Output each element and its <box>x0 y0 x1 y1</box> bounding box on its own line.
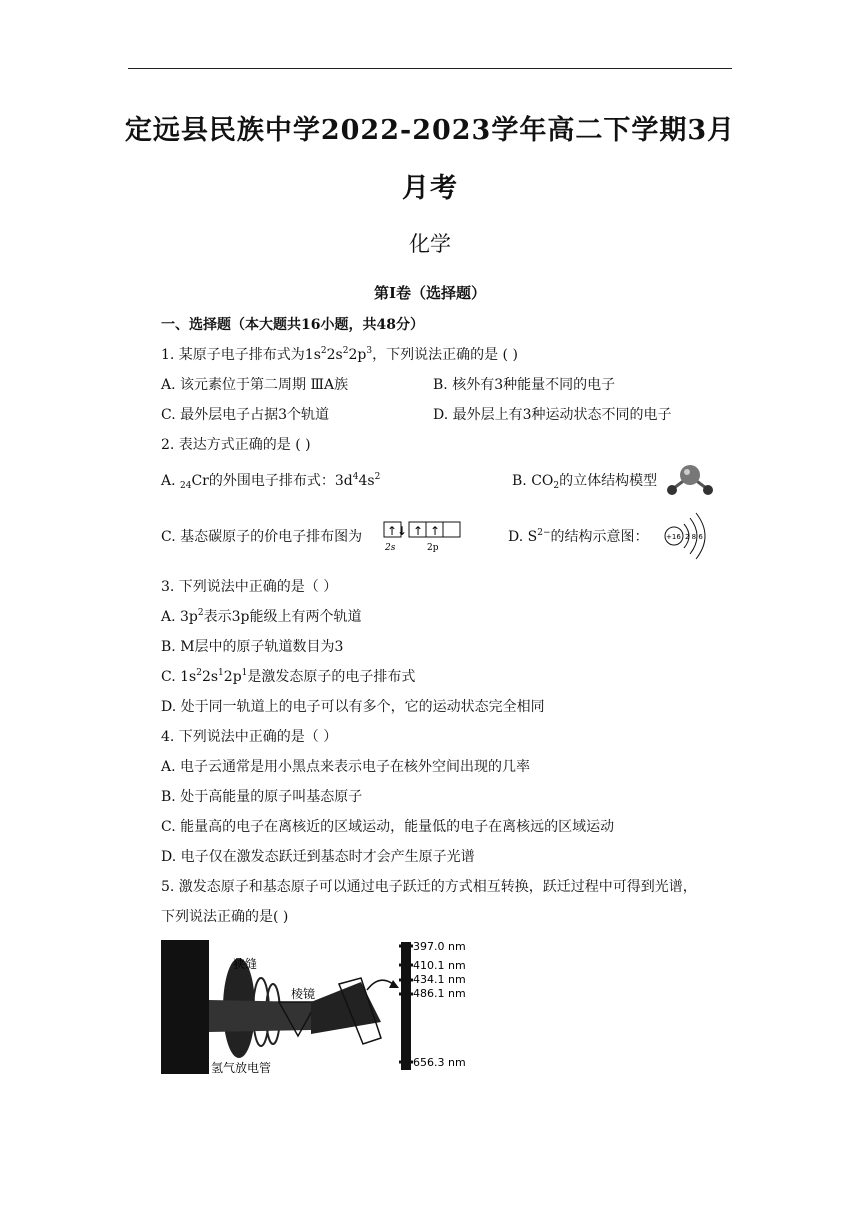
subject-title: 化学 <box>409 232 451 256</box>
header-rule <box>128 68 732 69</box>
slit-label: 狭缝 <box>233 957 258 971</box>
q1-option-c: C. 最外层电子占据3个轨道 <box>161 407 330 423</box>
volume-heading: 第Ⅰ卷（选择题） <box>373 284 487 302</box>
question-5-stem-line1: 5. 激发态原子和基态原子可以通过电子跃迁的方式相互转换，跃迁过程中可得到光谱， <box>161 879 697 895</box>
q2-option-c: C. 基态碳原子的价电子排布图为 <box>161 529 363 545</box>
q4-option-a: A. 电子云通常是用小黑点来表示电子在核外空间出现的几率 <box>161 759 531 775</box>
arrow-curve <box>367 980 393 990</box>
exam-title-line2: 月考 <box>402 173 458 204</box>
question-3-stem: 3. 下列说法中正确的是（ ） <box>161 579 338 595</box>
tube-label: 氢气放电管 <box>211 1061 272 1075</box>
question-4-stem: 4. 下列说法中正确的是（ ） <box>161 729 338 745</box>
q2-option-d: D. $S^{2-}$的结构示意图： <box>508 528 649 545</box>
q4-option-b: B. 处于高能量的原子叫基态原子 <box>161 789 363 805</box>
q1-option-a: A. 该元素位于第二周期 ⅢA族 <box>161 377 349 393</box>
q4-option-d: D. 电子仅在激发态跃迁到基态时才会产生原子光谱 <box>161 849 475 865</box>
q3-option-a: A. $3p^2$表示3p能级上有两个轨道 <box>161 608 362 625</box>
section-heading: 一、选择题（本大题共16小题，共48分） <box>161 317 424 333</box>
line-label-656: 656.3 nm <box>413 1056 466 1069</box>
question-2-stem: 2. 表达方式正确的是 ( ) <box>161 437 311 453</box>
q2-option-b: B. $CO_2$的立体结构模型 <box>512 473 658 491</box>
light-beam <box>209 1000 311 1032</box>
q3-option-b: B. M层中的原子轨道数目为3 <box>161 639 344 655</box>
discharge-tube-block <box>161 940 209 1074</box>
q4-option-c: C. 能量高的电子在离核近的区域运动，能量低的电子在离核远的区域运动 <box>161 819 615 835</box>
q1-stem-suffix: ，下列说法正确的是 ( ) <box>372 347 518 363</box>
nucleus-charge-label: +16 <box>666 533 681 541</box>
co2-ball-model-image <box>664 462 716 496</box>
electron-shells-label: 2 8 6 <box>685 533 703 541</box>
q2-option-a: A. $_{24}$Cr的外围电子排布式：$3d^44s^2$ <box>161 472 381 491</box>
question-5-stem-line2: 下列说法正确的是( ) <box>161 909 289 925</box>
prism-label: 棱镜 <box>291 987 316 1001</box>
orbital-diagram-image <box>383 520 463 554</box>
hydrogen-spectrum-figure <box>161 938 481 1078</box>
spectrum-strip <box>401 942 411 1070</box>
sulfide-ion-structure-image <box>660 510 716 562</box>
line-label-434: 434.1 nm <box>413 973 466 986</box>
line-label-397: 397.0 nm <box>413 940 466 953</box>
q3-option-d: D. 处于同一轨道上的电子可以有多个，它的运动状态完全相同 <box>161 699 545 715</box>
line-label-486: 486.1 nm <box>413 987 466 1000</box>
orbital-2s-label: 2s <box>385 543 396 553</box>
svg-text:↑: ↑ <box>413 524 424 538</box>
line-label-410: 410.1 nm <box>413 959 466 972</box>
q3-option-c: C. $1s^22s^12p^1$是激发态原子的电子排布式 <box>161 668 416 685</box>
svg-text:↑: ↑ <box>430 524 441 538</box>
q1-stem-prefix: 1. 某原子电子排布式为1s <box>161 347 321 363</box>
question-1-stem: 1. 某原子电子排布式为$1s^22s^22p^3$，下列说法正确的是 ( ) <box>161 346 518 363</box>
orbital-2p-label: 2p <box>427 543 439 553</box>
svg-text:↑↓: ↑↓ <box>387 524 408 538</box>
q1-option-b: B. 核外有3种能量不同的电子 <box>433 377 616 393</box>
exam-title-line1: 定远县民族中学2022-2023学年高二下学期3月 <box>124 115 736 146</box>
arrow-head <box>389 980 399 988</box>
q1-option-d: D. 最外层上有3种运动状态不同的电子 <box>433 407 672 423</box>
